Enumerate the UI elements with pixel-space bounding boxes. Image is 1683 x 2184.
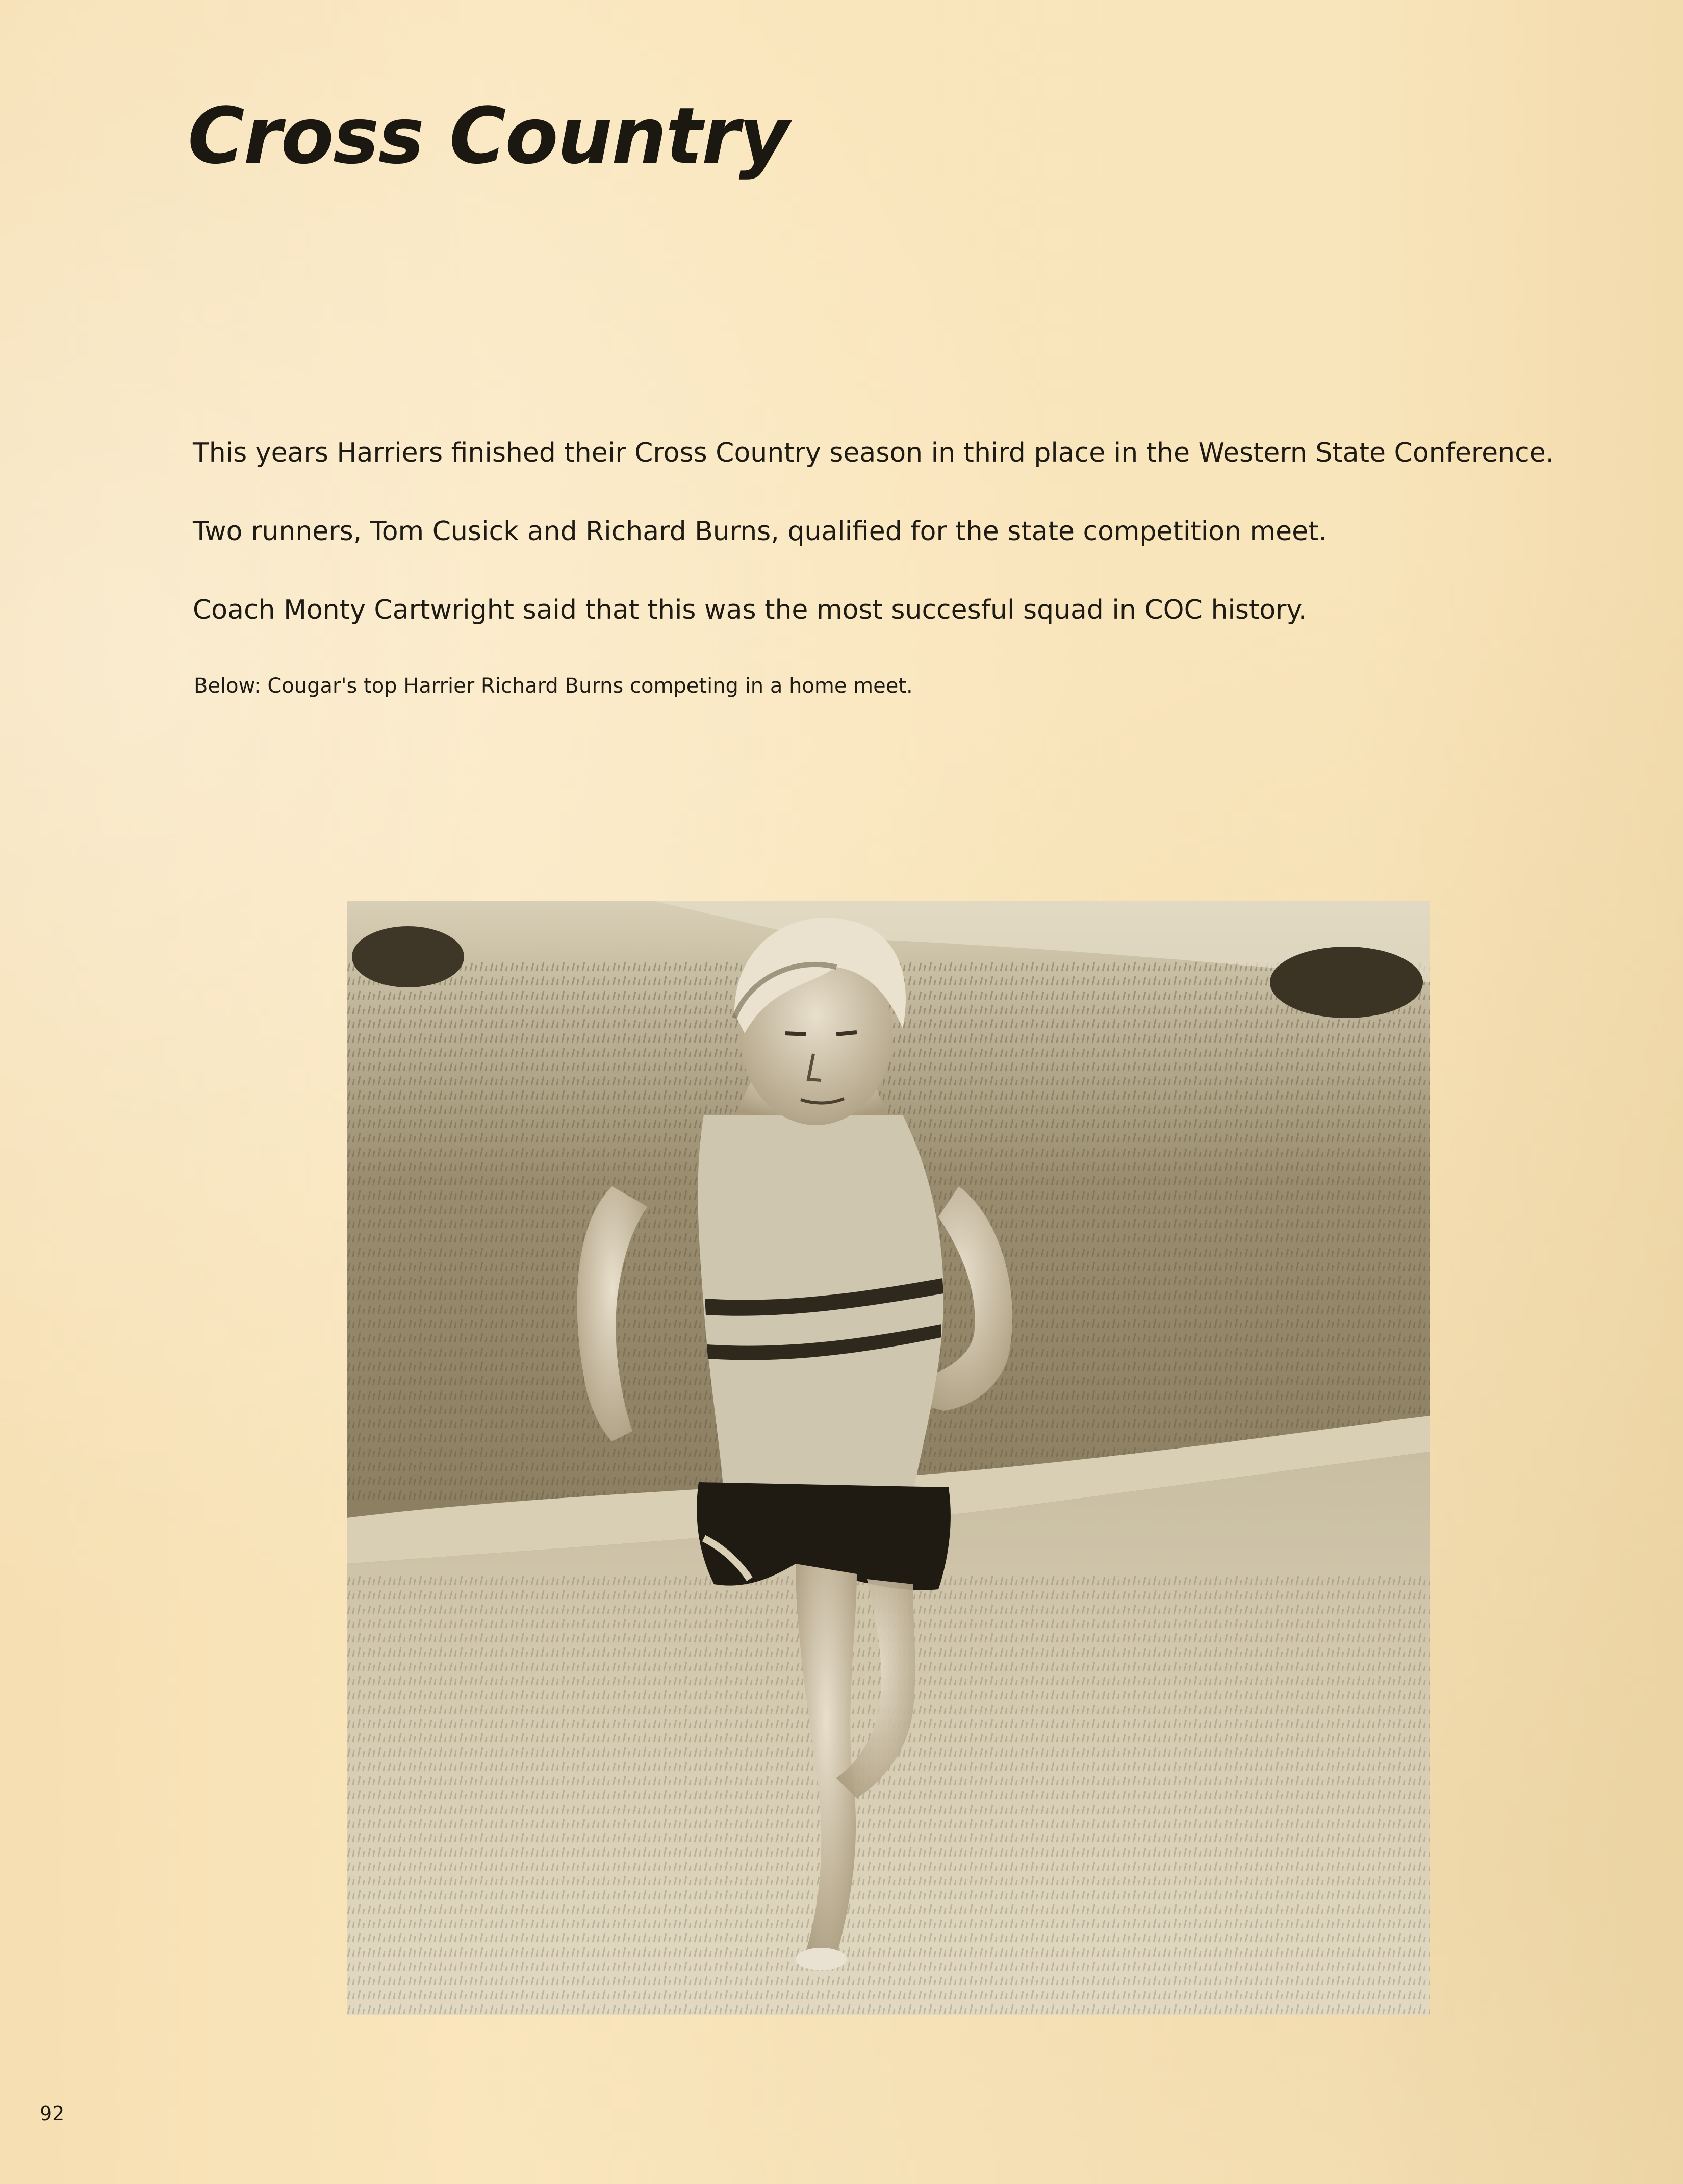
page-number: 92: [40, 2102, 65, 2125]
paragraph-season-result: This years Harriers finished their Cross Country season in third place in the Western State Conference.: [193, 438, 1554, 468]
photo-caption: Below: Cougar's top Harrier Richard Burns competing in a home meet.: [194, 674, 913, 698]
page-title: Cross Country: [188, 91, 788, 181]
runner-photo: [347, 901, 1430, 2015]
paragraph-state-qualifiers: Two runners, Tom Cusick and Richard Burns, qualified for the state competition meet.: [193, 516, 1328, 547]
paragraph-coach-quote: Coach Monty Cartwright said that this was the most succesful squad in COC history.: [193, 595, 1307, 625]
